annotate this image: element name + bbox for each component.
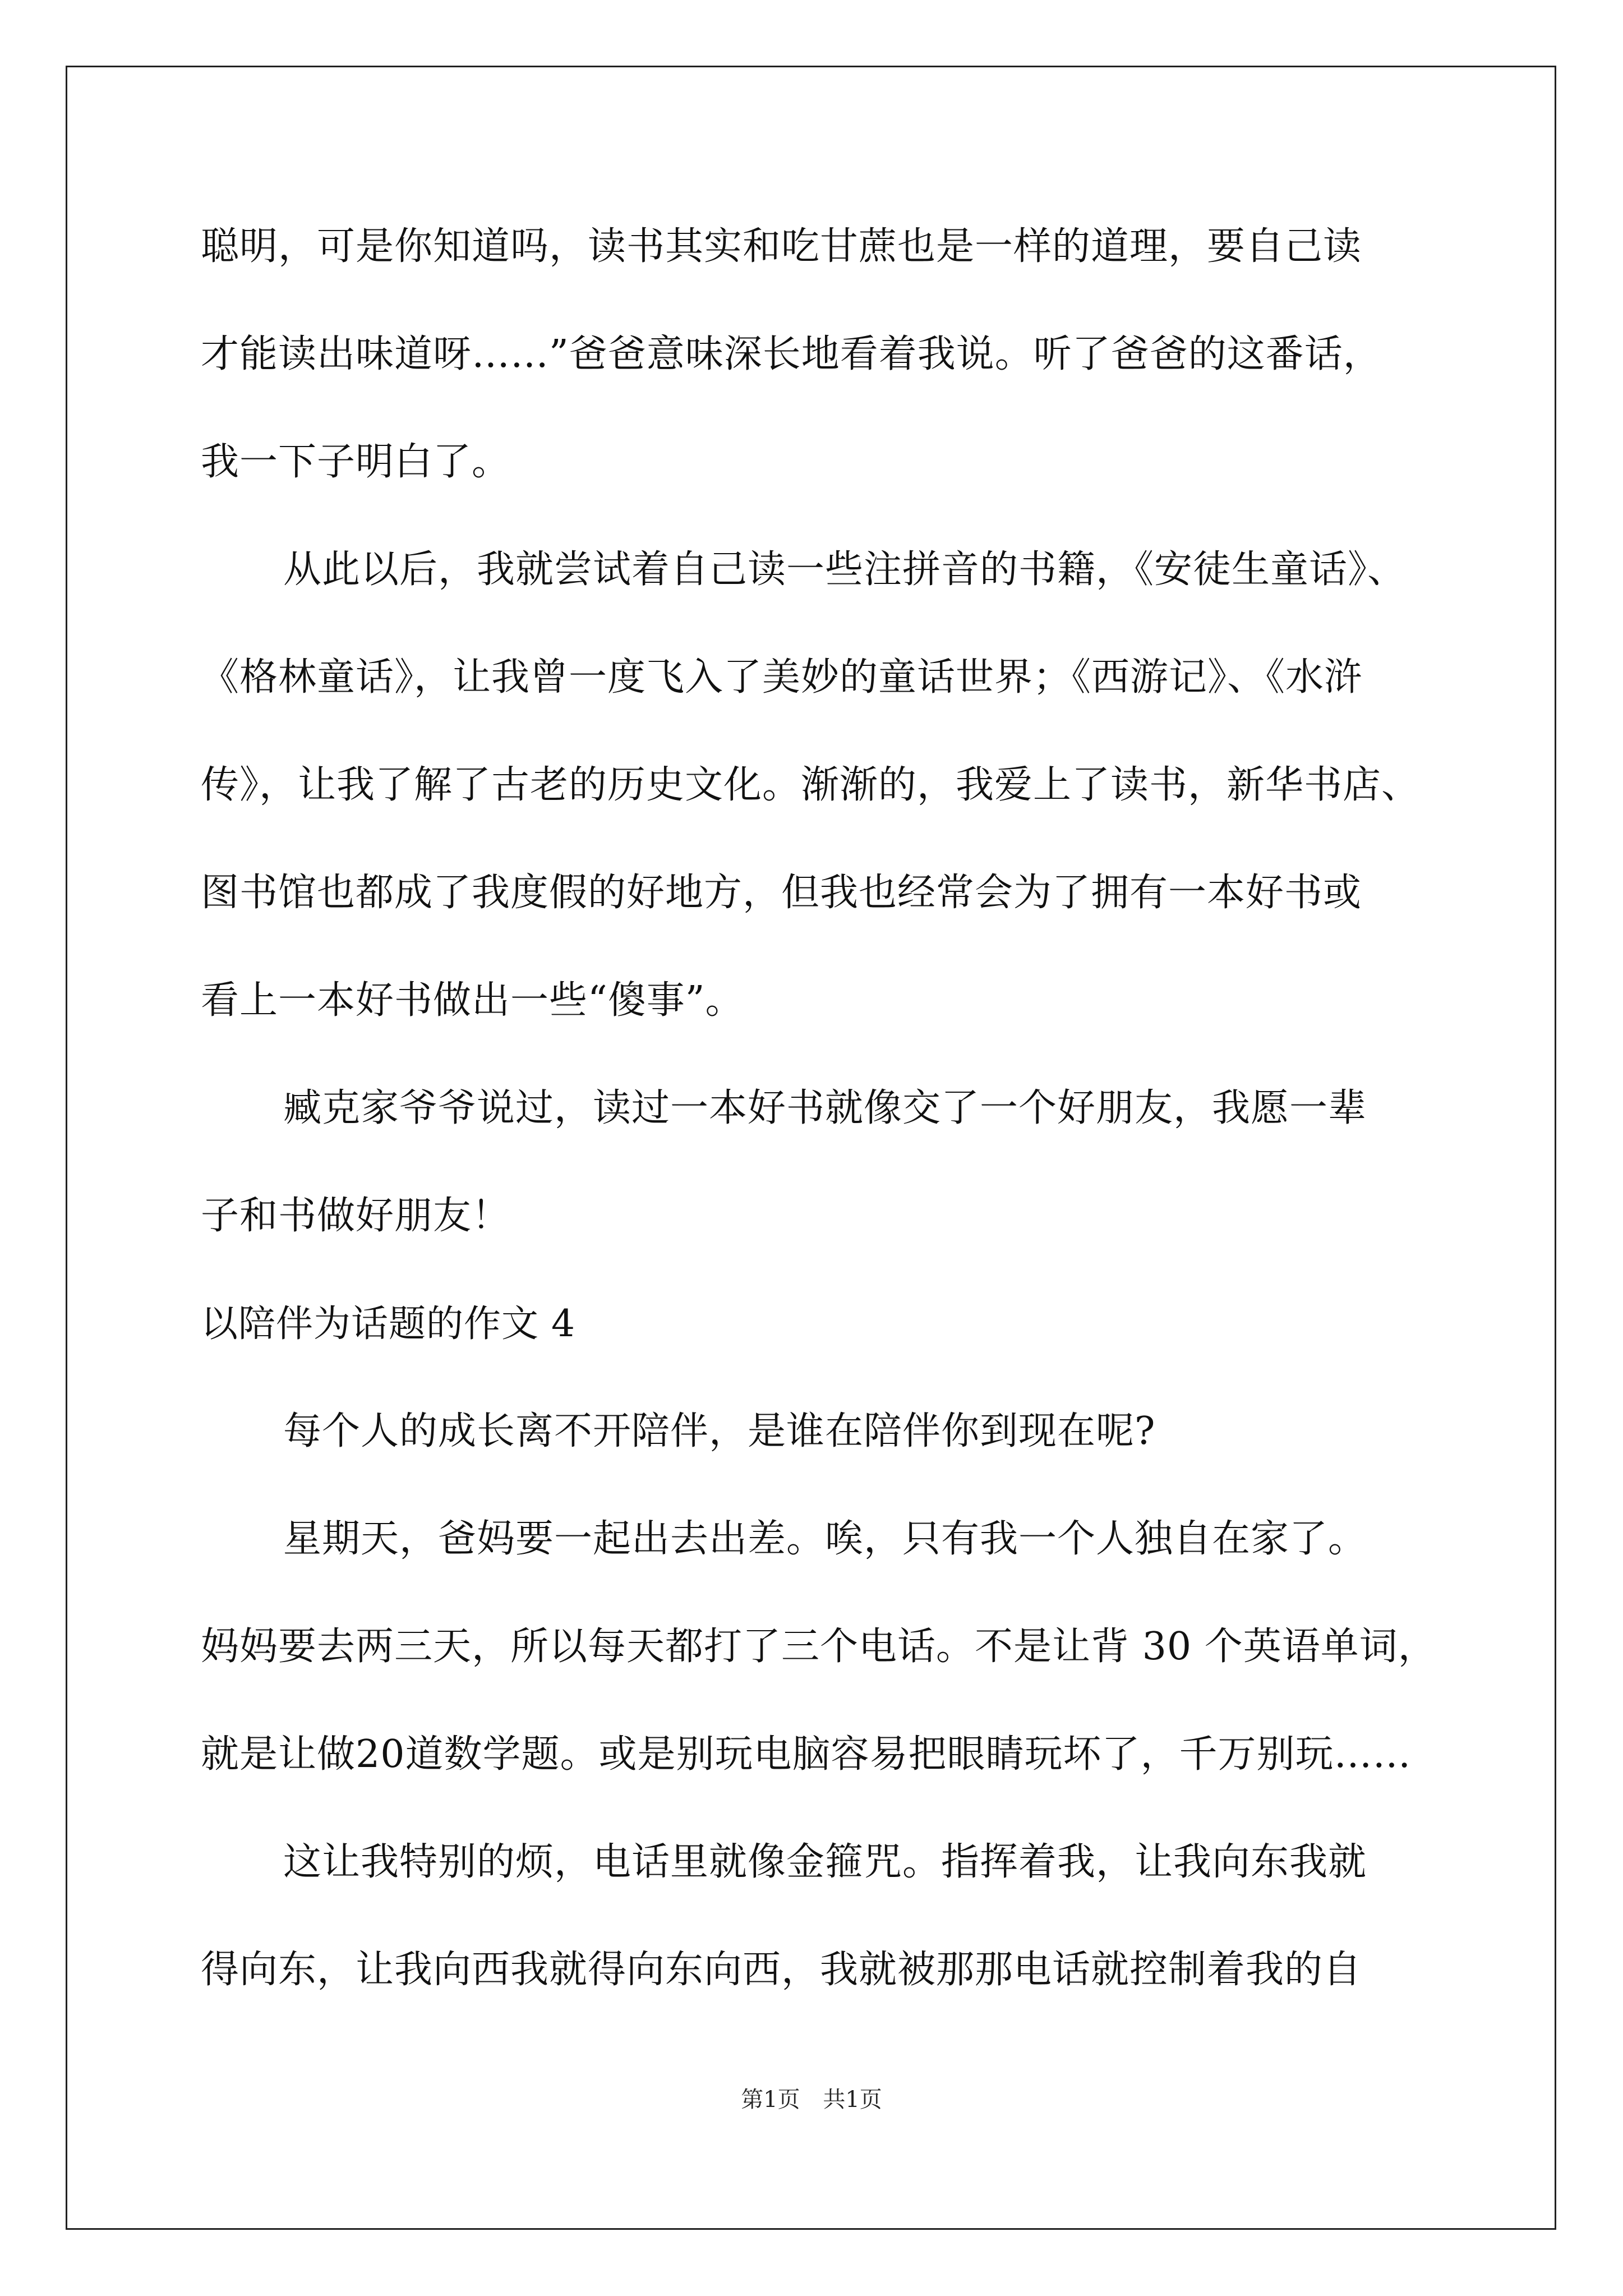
- text-line: 从此以后，我就尝试着自己读一些注拼音的书籍，《安徒生童话》、: [283, 547, 1407, 592]
- text-line: 每个人的成长离不开陪伴，是谁在陪伴你到现在呢?: [283, 1409, 1156, 1453]
- page-footer: [0, 2086, 1623, 2114]
- section-heading: 以陪伴为话题的作文 4: [201, 1302, 575, 1345]
- text-line: 图书馆也都成了我度假的好地方，但我也经常会为了拥有一本好书或: [201, 871, 1362, 915]
- text-line: 传》，让我了解了古老的历史文化。渐渐的，我爱上了读书，新华书店、: [201, 763, 1421, 807]
- text-line: 看上一本好书做出一些“傻事”。: [201, 978, 744, 1023]
- text-line: 聪明，可是你知道吗，读书其实和吃甘蔗也是一样的道理，要自己读: [201, 224, 1362, 269]
- text-line: 这让我特别的烦，电话里就像金箍咒。指挥着我，让我向东我就: [283, 1840, 1367, 1884]
- page-number: 第1页: [741, 2087, 800, 2113]
- text-line: 就是让做20道数学题。或是别玩电脑容易把眼睛玩坏了，千万别玩……: [201, 1732, 1412, 1777]
- text-line: 妈妈要去两三天，所以每天都打了三个电话。不是让背 30 个英语单词，: [201, 1625, 1437, 1669]
- text-line: 才能读出味道呀……”爸爸意味深长地看着我说。听了爸爸的这番话，: [201, 332, 1382, 376]
- page-border: [66, 66, 1556, 2230]
- text-line: 臧克家爷爷说过，读过一本好书就像交了一个好朋友，我愿一辈: [283, 1086, 1367, 1130]
- text-line: 星期天，爸妈要一起出去出差。唉，只有我一个人独自在家了。: [283, 1517, 1367, 1561]
- text-line: 子和书做好朋友！: [201, 1194, 511, 1238]
- text-line: 得向东，让我向西我就得向东向西，我就被那那电话就控制着我的自: [201, 1948, 1362, 1992]
- text-line: 我一下子明白了。: [201, 440, 511, 484]
- page-total: 共1页: [823, 2087, 882, 2113]
- text-line: 《格林童话》，让我曾一度飞入了美妙的童话世界；《西游记》、《水浒: [201, 655, 1363, 700]
